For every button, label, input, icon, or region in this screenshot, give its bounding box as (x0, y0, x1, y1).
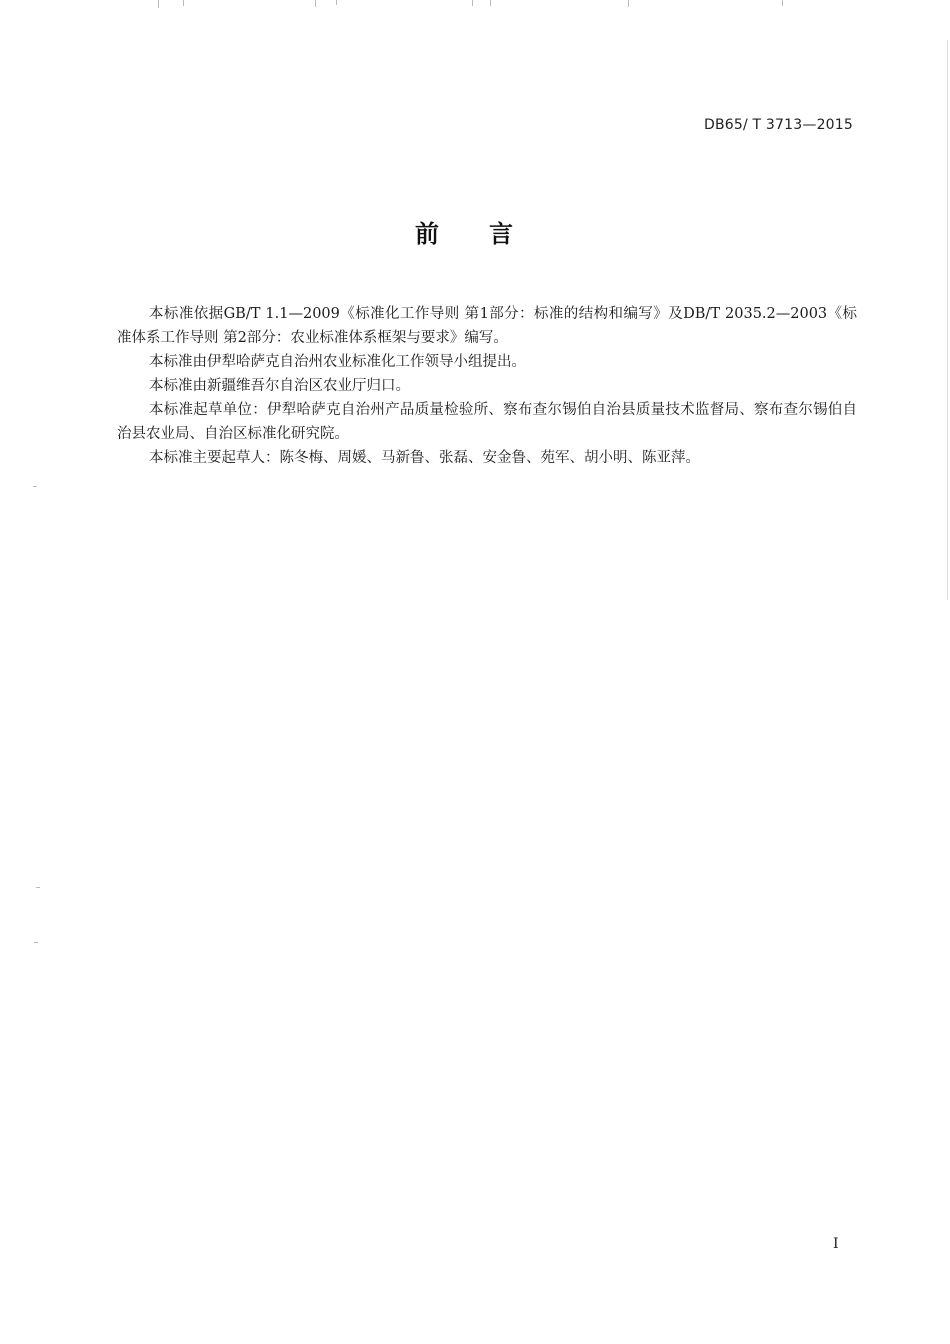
scan-artifact (33, 486, 37, 487)
scan-artifact (183, 0, 184, 6)
paragraph-drafters: 本标准主要起草人：陈冬梅、周媛、马新鲁、张磊、安金鲁、苑军、胡小明、陈亚萍。 (149, 450, 700, 466)
scan-artifact (36, 887, 40, 888)
scan-artifact (315, 0, 316, 7)
page-title: 前言 (415, 220, 563, 248)
scan-artifact (158, 0, 159, 8)
paragraph-drafting-units: 本标准起草单位：伊犁哈萨克自治州产品质量检验所、察布查尔锡伯自治县质量技术监督局、察布查尔锡伯自治县农业局、自治区标准化研究院。 (117, 402, 857, 442)
scan-artifact (628, 0, 629, 7)
foreword-body (117, 302, 857, 470)
paragraph-administrator: 本标准由新疆维吾尔自治区农业厅归口。 (149, 378, 410, 394)
scan-artifact (472, 0, 473, 6)
scan-artifact (782, 0, 783, 6)
scan-artifact (490, 0, 491, 6)
paragraph-basis: 本标准依据GB/T 1.1—2009《标准化工作导则 第1部分：标准的结构和编写》及DB/T 2035.2—2003《标准体系工作导则 第2部分：农业标准体系框架与要求》编写。 (117, 306, 857, 346)
page-number: I (833, 1236, 839, 1252)
scan-edge-line (947, 40, 948, 600)
standard-code: DB65/ T 3713—2015 (703, 117, 853, 133)
scan-artifact (34, 942, 38, 943)
paragraph-proposer: 本标准由伊犁哈萨克自治州农业标准化工作领导小组提出。 (149, 354, 526, 370)
scan-artifact (336, 0, 337, 5)
